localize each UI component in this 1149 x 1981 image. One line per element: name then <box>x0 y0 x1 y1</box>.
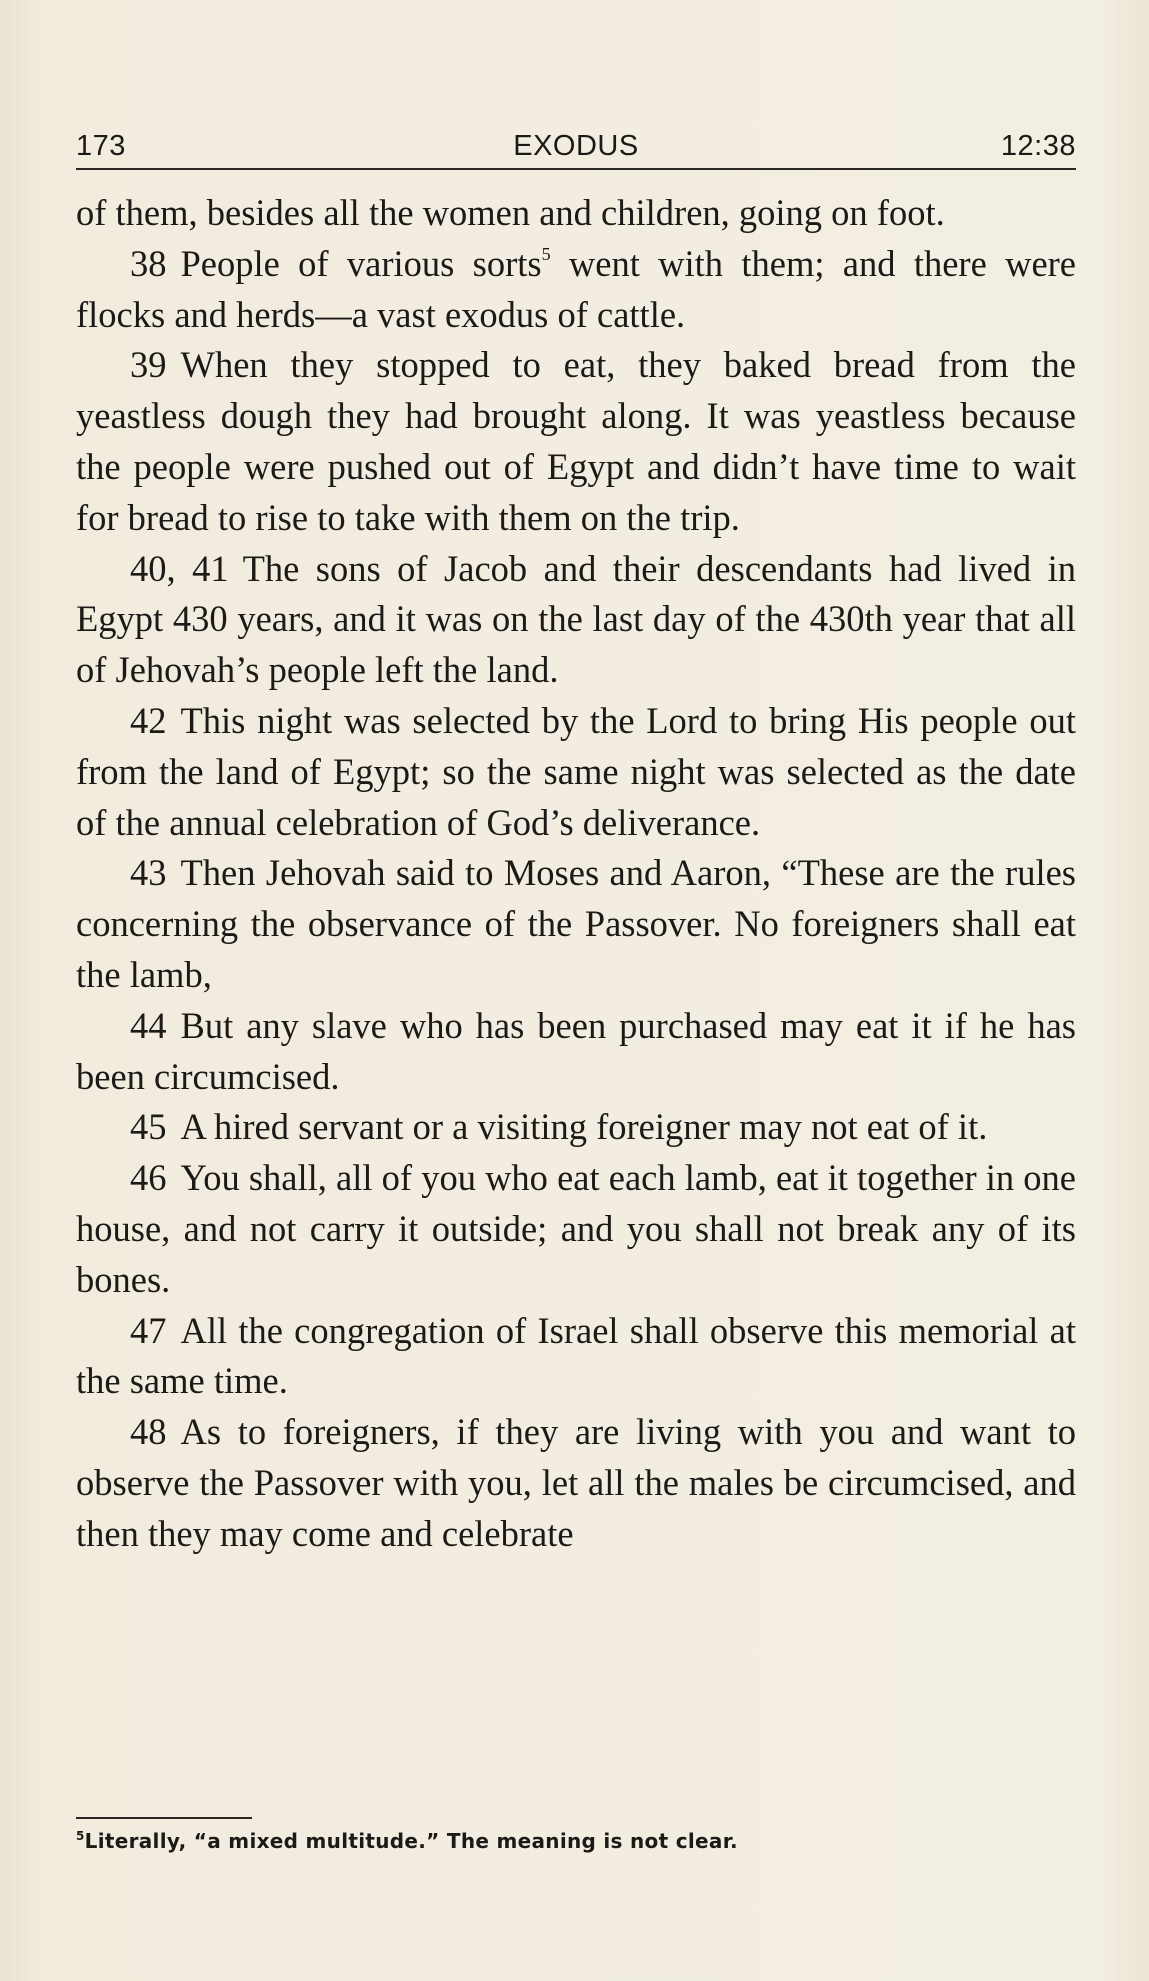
footnote <box>76 1829 1076 1853</box>
verse-46 <box>76 1153 1076 1305</box>
verse-text: This night was selected by the Lord to bring His people out from the land of Egypt; so the same night was selected as the date of the annual celebration of God’s deliverance. <box>76 699 1076 843</box>
paragraph-text: of them, besides all the women and children, going on foot. <box>76 192 945 233</box>
continuation-paragraph <box>76 188 1076 239</box>
book-title: EXODUS <box>513 130 639 162</box>
verse-text: The sons of Jacob and their descendants had lived in Egypt 430 years, and it was on the last day of the 430th year that all of Jehovah’s people left the land. <box>76 547 1076 691</box>
verse-text: When they stopped to eat, they baked bread from the yeastless dough they had brought along. It was yeastless because the people were pushed out of Egypt and didn’t have time to wait for bread to rise to take with them on the trip. <box>76 344 1076 538</box>
verse-number: 46 <box>130 1157 167 1199</box>
verse-43 <box>76 848 1076 1000</box>
verse-47 <box>76 1306 1076 1408</box>
verse-text: People of various sorts <box>180 242 542 284</box>
verse-number: 45 <box>130 1106 167 1148</box>
verse-number: 39 <box>130 344 167 386</box>
verse-text: As to foreigners, if they are living with you and want to observe the Passover with you, let all the males be circumcised, and then they may come and celebrate <box>76 1411 1076 1554</box>
verse-42 <box>76 696 1076 848</box>
verse-text: But any slave who has been purchased may eat it if he has been circumcised. <box>76 1004 1076 1097</box>
scripture-text <box>76 188 1076 1560</box>
verse-number: 42 <box>130 699 167 741</box>
verse-44 <box>76 1001 1076 1103</box>
footnote-marker: 5 <box>541 243 551 264</box>
verse-39 <box>76 340 1076 543</box>
verse-45 <box>76 1102 1076 1153</box>
verse-48 <box>76 1407 1076 1559</box>
verse-text: You shall, all of you who eat each lamb, eat it together in one house, and not carry it outside; and you shall not break any of its bones. <box>76 1157 1076 1300</box>
chapter-verse-reference: 12:38 <box>1000 130 1076 162</box>
verse-number: 44 <box>130 1004 167 1046</box>
verse-text: A hired servant or a visiting foreigner may not eat of it. <box>180 1106 988 1148</box>
page-number: 173 <box>76 130 126 162</box>
verse-text: Then Jehovah said to Moses and Aaron, “These are the rules concerning the observance of the Passover. No foreigners shall eat the lamb, <box>76 852 1076 995</box>
verse-40-41 <box>76 544 1076 696</box>
verse-number: 48 <box>130 1411 167 1453</box>
verse-number: 43 <box>130 852 167 894</box>
verse-number: 40, 41 <box>130 547 229 589</box>
verse-text: All the congregation of Israel shall observe this memorial at the same time. <box>76 1309 1076 1402</box>
verse-38 <box>76 239 1076 341</box>
verse-number: 47 <box>130 1309 167 1351</box>
footnote-text: Literally, “a mixed multitude.” The meaning is not clear. <box>84 1829 738 1853</box>
footnote-divider <box>76 1817 252 1819</box>
verse-number: 38 <box>130 242 167 284</box>
running-header <box>76 128 1076 170</box>
verse-text: went with them; and there were flocks and herds—a vast exodus of cattle. <box>76 242 1076 335</box>
footnote-number: 5 <box>76 1829 85 1843</box>
